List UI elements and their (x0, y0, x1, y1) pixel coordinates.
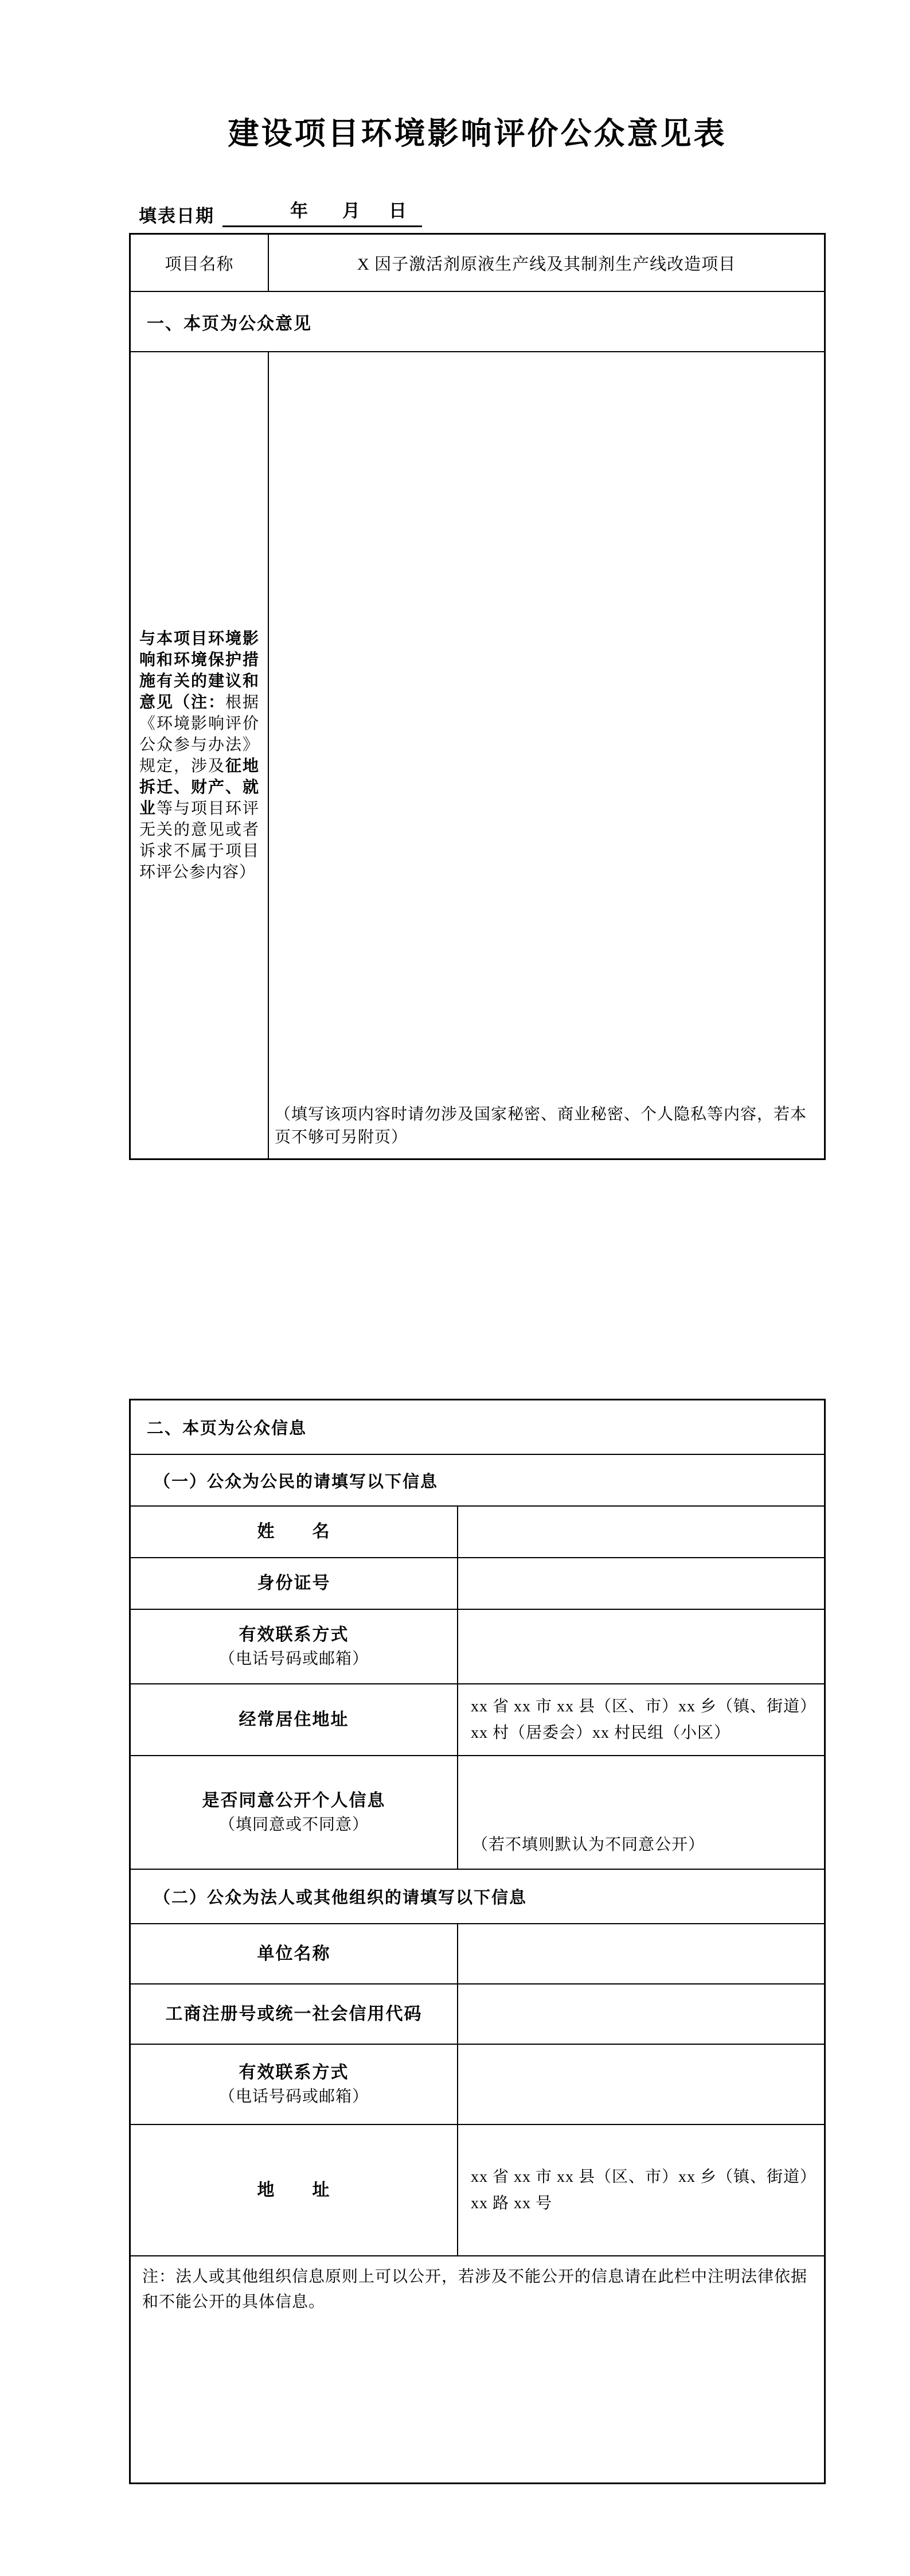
consent-note: （若不填则默认为不同意公开） (472, 1836, 705, 1854)
residence-label: 经常居住地址 (239, 1710, 349, 1729)
org-code-label-cell (131, 1984, 458, 2044)
year-label: 年 (290, 201, 309, 221)
page-title: 建设项目环境影响评价公众意见表 (228, 116, 727, 151)
org-contact-row (131, 2045, 824, 2125)
opinion-row (131, 352, 824, 1158)
residence-row (131, 1684, 824, 1756)
project-name-value: X 因子激活剂原液生产线及其制剂生产线改造项目 (357, 255, 736, 274)
org-code-input-cell[interactable] (458, 1984, 824, 2044)
org-address-label-cell (131, 2125, 458, 2255)
opinion-section-header-row (131, 292, 824, 352)
residence-value: xx 省 xx 市 xx 县（区、市）xx 乡（镇、街道）xx 村（居委会）xx 村民组（小区） (471, 1697, 809, 1742)
org-address-row (131, 2125, 824, 2256)
fill-date-blank[interactable] (222, 196, 422, 227)
opinion-label-bold-2: 征地拆迁、财产、就业 (139, 757, 259, 818)
contact-input-cell[interactable] (458, 1610, 824, 1683)
residence-label-cell (131, 1684, 458, 1755)
org-code-row (131, 1984, 824, 2045)
org-name-input-cell[interactable] (458, 1924, 824, 1983)
info-section-header: 二、本页为公众信息 (147, 1419, 307, 1438)
opinion-label-bold-1: 与本项目环境影响和环境保护措施有关的建议和意见（注： (139, 629, 259, 711)
footer-note-row[interactable] (131, 2256, 824, 2482)
org-name-label: 单位名称 (257, 1944, 331, 1963)
consent-row (131, 1756, 824, 1870)
name-label-cell (131, 1507, 458, 1557)
residence-input-cell[interactable] (458, 1684, 824, 1755)
id-label-cell (131, 1558, 458, 1609)
project-name-label: 项目名称 (131, 235, 269, 291)
citizen-section-header-row (131, 1455, 824, 1507)
contact-sublabel: （电话号码或邮箱） (218, 1650, 369, 1668)
org-name-label-cell (131, 1924, 458, 1983)
org-code-label: 工商注册号或统一社会信用代码 (165, 2004, 423, 2024)
contact-label: 有效联系方式 (239, 1625, 349, 1644)
id-input-cell[interactable] (458, 1558, 824, 1609)
id-label: 身份证号 (257, 1574, 331, 1593)
consent-label: 是否同意公开个人信息 (202, 1791, 386, 1810)
org-contact-label-cell (131, 2045, 458, 2124)
opinion-label-regular-2: 等与项目环评无关的意见或者诉求不属于项目环评公参内容） (139, 799, 259, 881)
project-name-row (131, 235, 824, 292)
consent-input-cell[interactable] (458, 1756, 824, 1869)
org-address-value: xx 省 xx 市 xx 县（区、市）xx 乡（镇、街道）xx 路 xx 号 (471, 2168, 809, 2212)
footer-note: 注：法人或其他组织信息原则上可以公开，若涉及不能公开的信息请在此栏中注明法律依据和不能公开的具体信息。 (142, 2268, 808, 2311)
org-contact-sublabel: （电话号码或邮箱） (218, 2088, 369, 2106)
org-section-header: （二）公众为法人或其他组织的请填写以下信息 (154, 1889, 528, 1907)
org-address-label: 地 址 (257, 2180, 331, 2200)
citizen-section-header: （一）公众为公民的请填写以下信息 (154, 1472, 439, 1491)
name-row (131, 1507, 824, 1558)
contact-label-cell (131, 1610, 458, 1683)
org-address-input-cell[interactable] (458, 2125, 824, 2255)
fill-date-label: 填表日期 (139, 206, 214, 226)
name-label: 姓 名 (257, 1522, 331, 1541)
consent-label-cell (131, 1756, 458, 1869)
opinion-input-cell[interactable] (269, 352, 824, 1158)
month-label: 月 (342, 201, 361, 221)
fill-date-line (139, 196, 422, 227)
public-info-table (129, 1399, 826, 2484)
opinion-note: （填写该项内容时请勿涉及国家秘密、商业秘密、个人隐私等内容，若本页不够可另附页） (275, 1106, 807, 1146)
id-row (131, 1558, 824, 1610)
info-section-header-row (131, 1400, 824, 1455)
consent-sublabel: （填同意或不同意） (218, 1816, 369, 1834)
org-contact-input-cell[interactable] (458, 2045, 824, 2124)
opinion-label-cell (131, 352, 269, 1158)
org-section-header-row (131, 1870, 824, 1924)
contact-row (131, 1610, 824, 1684)
opinion-table (129, 233, 826, 1160)
opinion-label-regular-1: 根据《环境影响评价公众参与办法》规定，涉及 (139, 693, 259, 775)
opinion-label-text (131, 628, 268, 883)
opinion-section-header: 一、本页为公众意见 (147, 314, 312, 333)
name-input-cell[interactable] (458, 1507, 824, 1557)
org-contact-label: 有效联系方式 (239, 2063, 349, 2082)
day-label: 日 (389, 201, 408, 221)
org-name-row (131, 1924, 824, 1984)
